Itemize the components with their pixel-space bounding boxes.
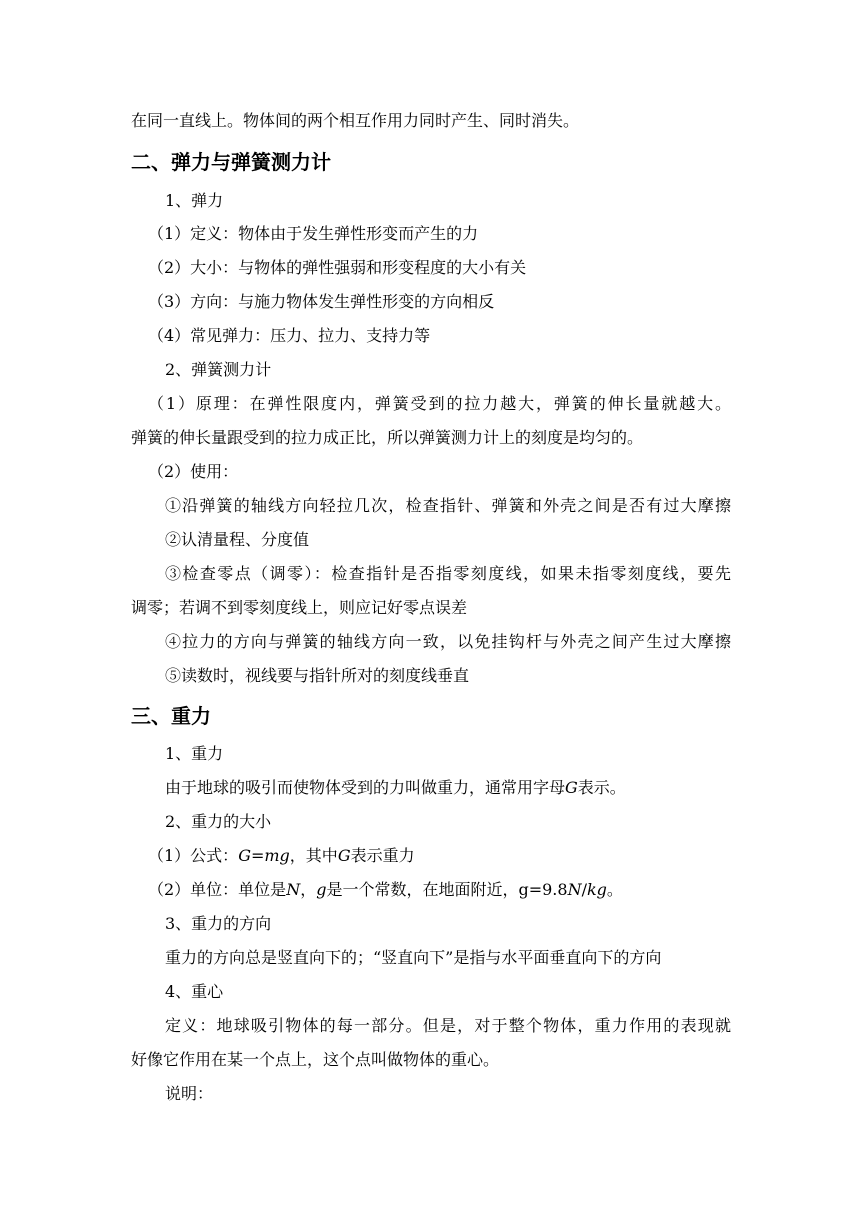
text-line: ④拉力的方向与弹簧的轴线方向一致，以免挂钩杆与外壳之间产生过大摩擦 — [165, 632, 731, 651]
section-heading: 二、弹力与弹簧测力计 — [131, 150, 331, 174]
text-line: （3）方向：与施力物体发生弹性形变的方向相反 — [148, 292, 495, 311]
text-line: （4）常见弹力：压力、拉力、支持力等 — [148, 326, 431, 345]
text-segment: 。 — [606, 880, 623, 899]
subheading: 2、重力的大小 — [165, 812, 272, 831]
text-segment: 由于地球的吸引而使物体受到的力叫做重力，通常用字母 — [165, 778, 566, 797]
symbol-g: G — [337, 846, 351, 865]
text-line: （1）原理：在弹性限度内，弹簧受到的拉力越大，弹簧的伸长量就越大。 — [148, 394, 731, 413]
text-line: 弹簧的伸长量跟受到的拉力成正比，所以弹簧测力计上的刻度是均匀的。 — [131, 428, 644, 447]
text-segment: 表示。 — [577, 778, 626, 797]
subheading: 1、弹力 — [165, 191, 224, 210]
symbol-g: G — [565, 778, 578, 797]
text-segment: ，其中 — [289, 846, 338, 865]
formula-line — [148, 846, 415, 866]
text-line: 在同一直线上。物体间的两个相互作用力同时产生、同时消失。 — [131, 111, 580, 130]
subheading: 3、重力的方向 — [165, 914, 272, 933]
equals-sign: = — [250, 846, 265, 865]
text-line: （1）定义：物体由于发生弹性形变而产生的力 — [148, 224, 479, 243]
text-line: 说明： — [165, 1084, 214, 1103]
subheading: 2、弹簧测力计 — [165, 360, 272, 379]
subheading: 4、重心 — [165, 982, 224, 1001]
text-line: 重力的方向总是竖直向下的；“竖直向下”是指与水平面垂直向下的方向 — [165, 948, 662, 967]
text-segment: （2）单位：单位是 — [148, 880, 287, 899]
text-segment: ， — [300, 880, 317, 899]
text-line: ⑤读数时，视线要与指针所对的刻度线垂直 — [165, 666, 470, 685]
unit-n: N — [286, 880, 301, 899]
text-line: 定义：地球吸引物体的每一部分。但是，对于整个物体，重力作用的表现就 — [165, 1016, 731, 1035]
text-line: （2）大小：与物体的弹性强弱和形变程度的大小有关 — [148, 258, 527, 277]
unit-n: N — [567, 880, 582, 899]
text-line — [165, 778, 626, 798]
text-line: 好像它作用在某一个点上，这个点叫做物体的重心。 — [131, 1050, 500, 1069]
symbol-g-lower: g — [316, 880, 327, 899]
text-segment: （1）公式： — [148, 846, 239, 865]
text-segment: 表示重力 — [350, 846, 415, 865]
slash: / — [581, 880, 587, 899]
section-heading: 三、重力 — [131, 704, 211, 728]
text-segment: 是一个常数，在地面附近，g=9.8 — [326, 880, 568, 899]
symbol-mg: mg — [264, 846, 290, 865]
symbol-g: G — [238, 846, 251, 865]
text-line: ①沿弹簧的轴线方向轻拉几次，检查指针、弹簧和外壳之间是否有过大摩擦 — [165, 496, 731, 515]
unit-kg: kg — [586, 880, 607, 899]
subheading: 1、重力 — [165, 744, 224, 763]
text-line: 调零；若调不到零刻度线上，则应记好零点误差 — [131, 598, 468, 617]
text-line: ③检查零点（调零）：检查指针是否指零刻度线，如果未指零刻度线，要先 — [165, 564, 731, 583]
text-line: ②认清量程、分度值 — [165, 530, 310, 549]
text-line: （2）使用： — [148, 462, 239, 481]
text-line — [148, 880, 623, 900]
